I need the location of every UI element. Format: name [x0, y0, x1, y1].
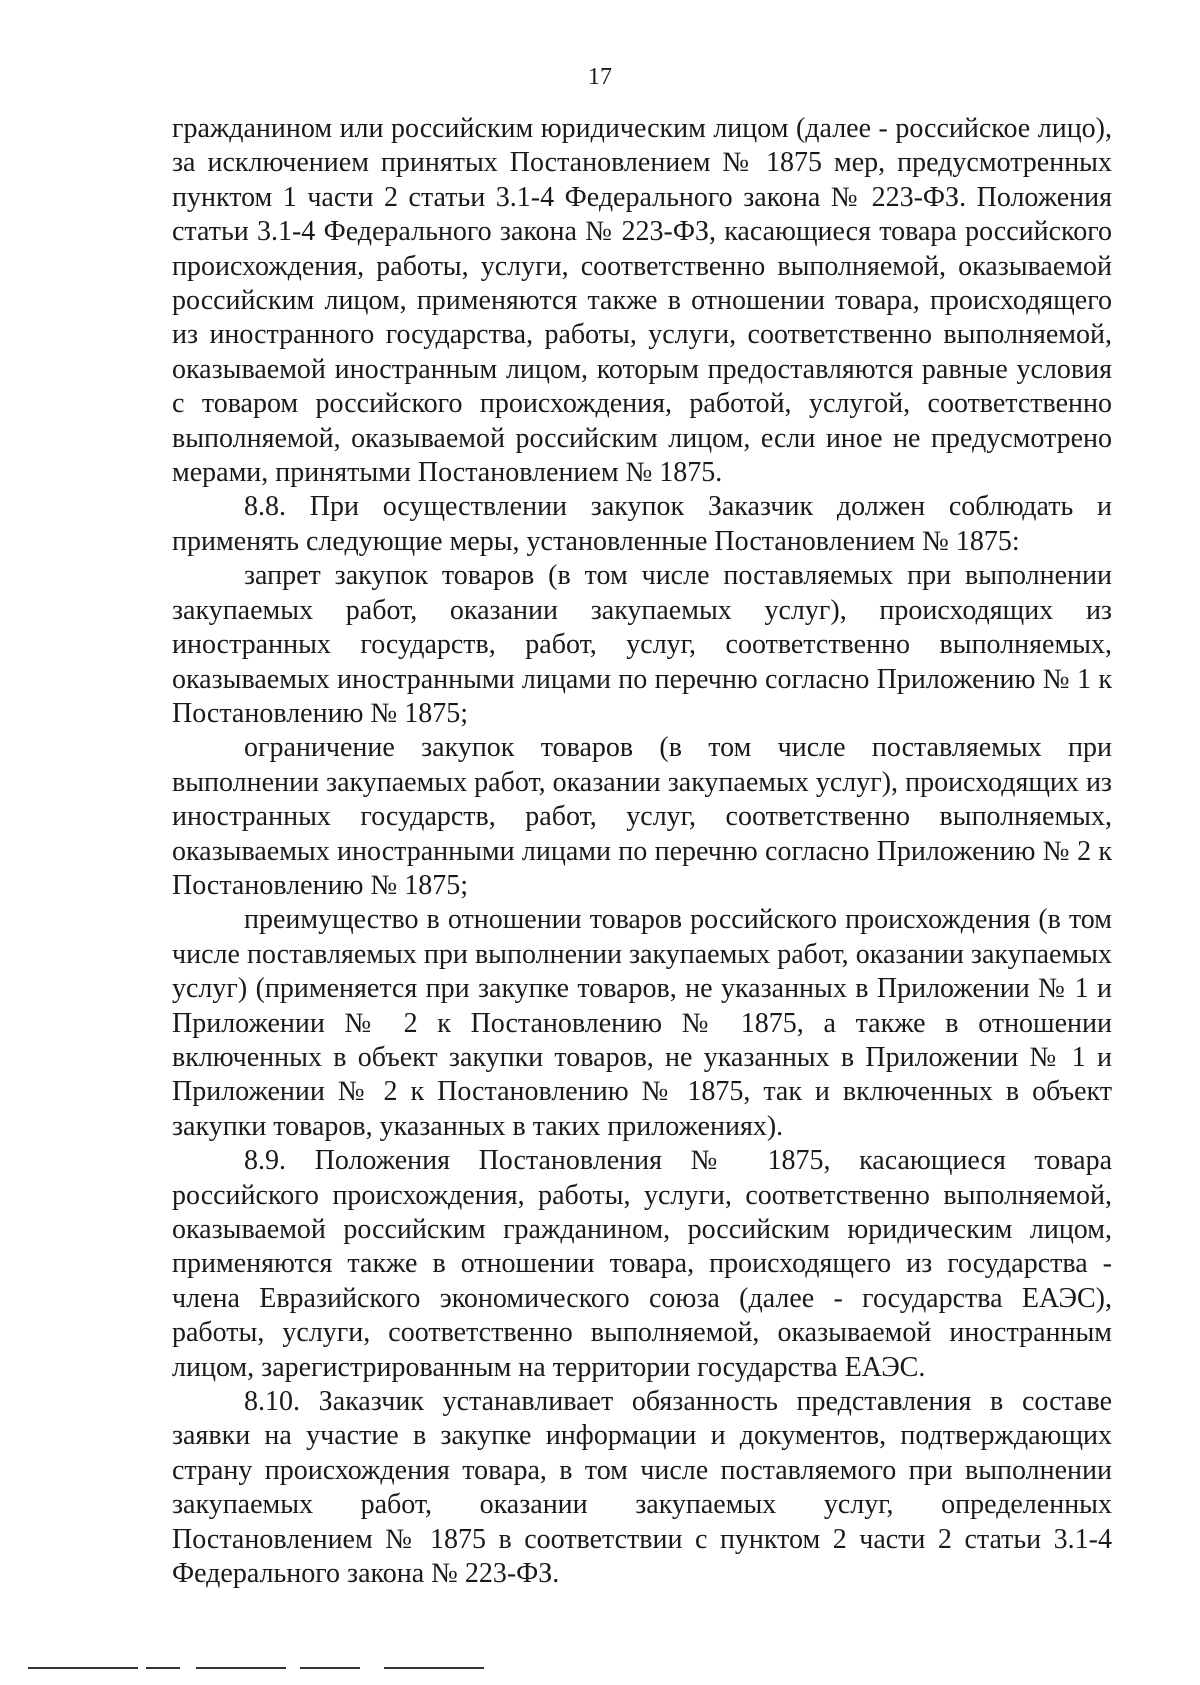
footer-line-3 — [196, 1667, 286, 1669]
paragraph-8-10: 8.10. Заказчик устанавливает обязанность представления в составе заявки на участие в закупке информации и документов, подтверждающих страну происхождения товара, в том числе поставляемого при выполнении закупаемых работ, оказании закупаемых услуг, определенных Постановлением № 1875 в соответствии с пунктом 2 части 2 статьи 3.1-4 Федерального закона № 223-ФЗ. — [172, 1386, 1112, 1590]
paragraph-8-8: 8.8. При осуществлении закупок Заказчик должен соблюдать и применять следующие меры, установленные Постановлением № 1875: — [172, 491, 1112, 557]
paragraph-preference: преимущество в отношении товаров российского происхождения (в том числе поставляемых при выполнении закупаемых работ, оказании закупаемых услуг) (применяется при закупке товаров, не указанных в Приложении № 1 и Приложении № 2 к Постановлению № 1875, а также в отношении включенных в объект закупки товаров, не указанных в Приложении № 1 и Приложении № 2 к Постановлению № 1875, так и включенных в объект закупки товаров, указанных в таких приложениях). — [172, 904, 1112, 1142]
document-body — [172, 112, 1112, 1591]
page-number: 17 — [588, 64, 612, 90]
paragraph-8-9: 8.9. Положения Постановления № 1875, касающиеся товара российского происхождения, работы, услуги, соответственно выполняемой, оказываемой российским гражданином, российским юридическим лицом, применяются также в отношении товара, происходящего из государства - члена Евразийского экономического союза (далее - государства ЕАЭС), работы, услуги, соответственно выполняемой, оказываемой иностранным лицом, зарегистрированным на территории государства ЕАЭС. — [172, 1145, 1112, 1383]
footer-line-2 — [146, 1667, 180, 1669]
paragraph-ban: запрет закупок товаров (в том числе поставляемых при выполнении закупаемых работ, оказании закупаемых услуг), происходящих из иностранных государств, работ, услуг, соответственно выполняемых, оказываемых иностранными лицами по перечню согласно Приложению № 1 к Постановлению № 1875; — [172, 560, 1112, 729]
footer-line-5 — [384, 1667, 484, 1669]
footer-scan-lines — [28, 1667, 488, 1671]
paragraph-continuation: гражданином или российским юридическим лицом (далее - российское лицо), за исключением принятых Постановлением № 1875 мер, предусмотренных пунктом 1 части 2 статьи 3.1-4 Федерального закона № 223-ФЗ. Положения статьи 3.1-4 Федерального закона № 223-ФЗ, касающиеся товара российского происхождения, работы, услуги, соответственно выполняемой, оказываемой российским лицом, применяются также в отношении товара, происходящего из иностранного государства, работы, услуги, соответственно выполняемой, оказываемой иностранным лицом, которым предоставляются равные условия с товаром российского происхождения, работой, услугой, соответственно выполняемой, оказываемой российским лицом, если иное не предусмотрено мерами, принятыми Постановлением № 1875. — [172, 113, 1112, 489]
footer-line-4 — [300, 1667, 360, 1669]
paragraph-restriction: ограничение закупок товаров (в том числе поставляемых при выполнении закупаемых работ, оказании закупаемых услуг), происходящих из иностранных государств, работ, услуг, соответственно выполняемых, оказываемых иностранными лицами по перечню согласно Приложению № 2 к Постановлению № 1875; — [172, 732, 1112, 901]
footer-line-1 — [28, 1667, 138, 1669]
